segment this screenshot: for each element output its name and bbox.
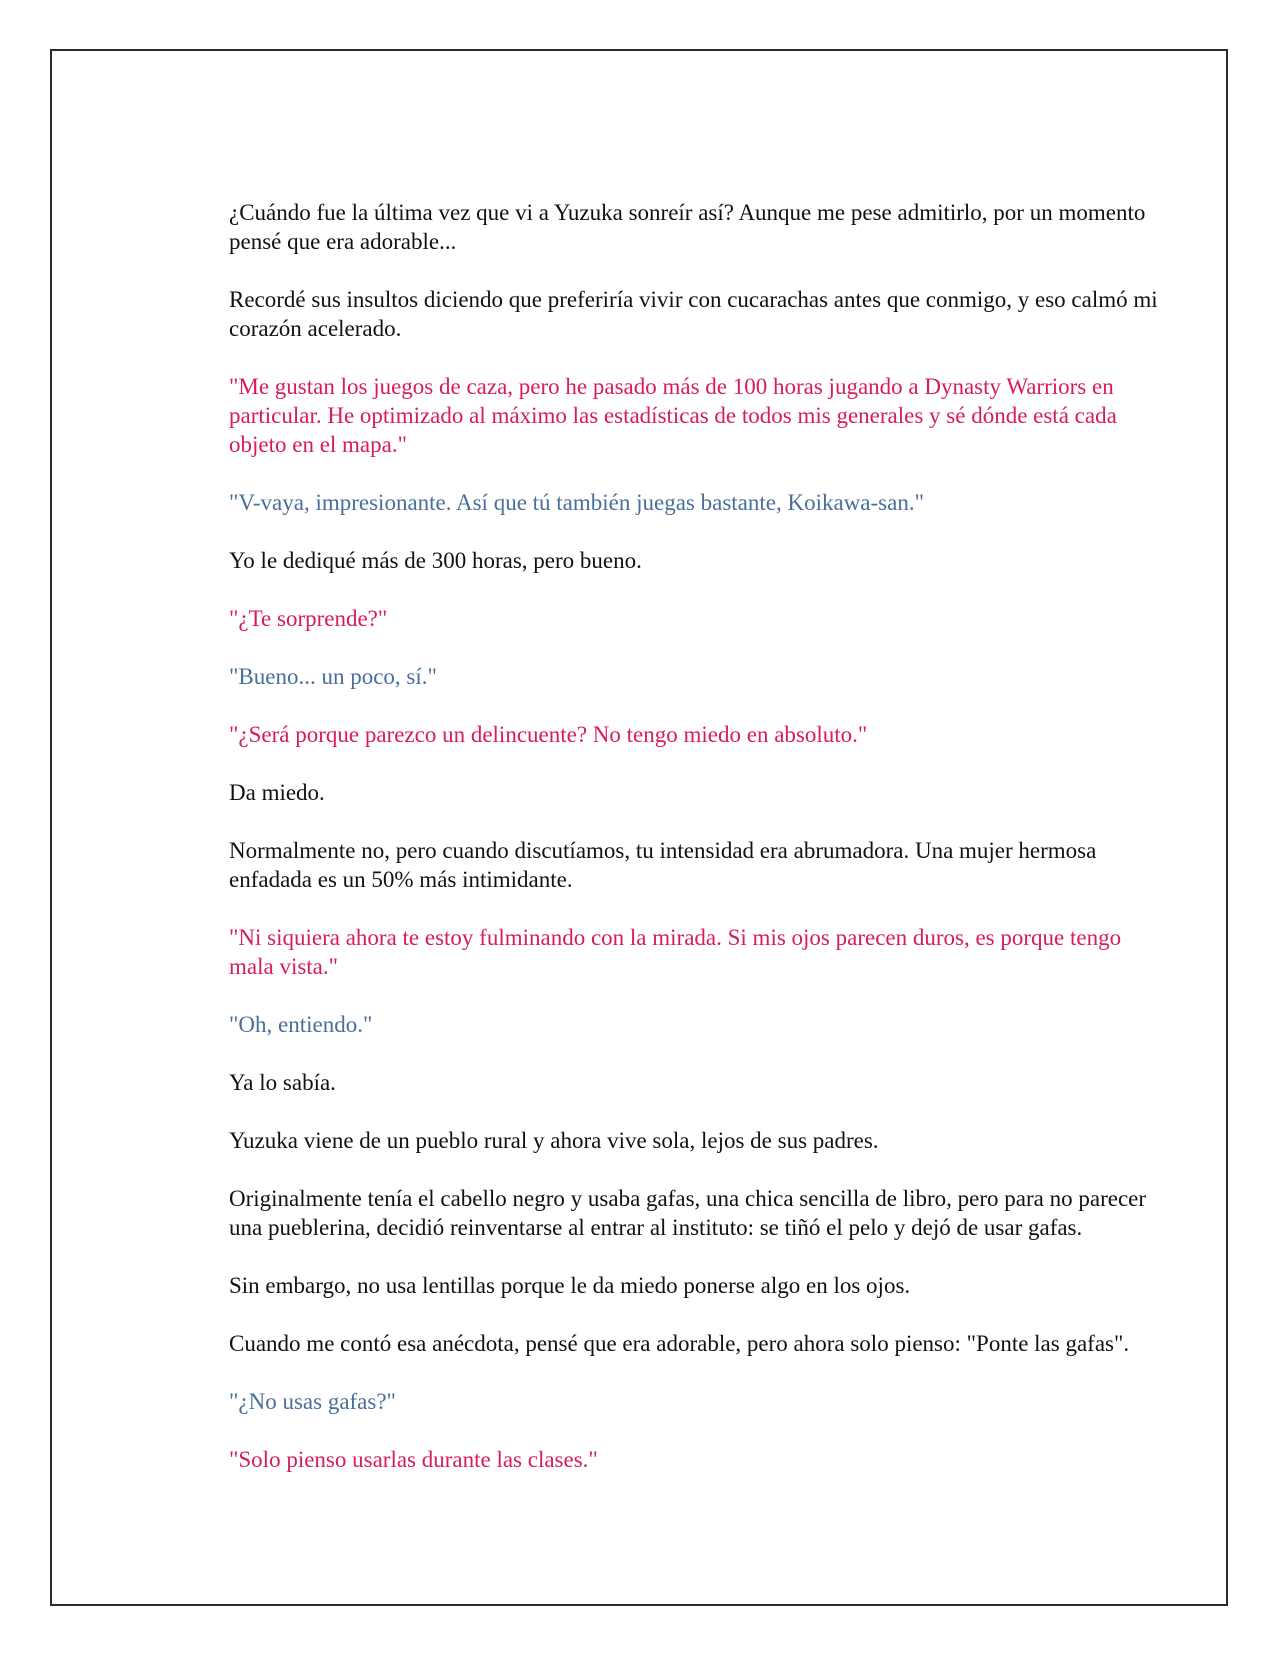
- dialogue-line-pink: "Solo pienso usarlas durante las clases.": [229, 1447, 598, 1472]
- paragraph-narration: Da miedo.: [229, 780, 325, 805]
- dialogue-line-blue: "V-vaya, impresionante. Así que tú también juegas bastante, Koikawa-san.": [229, 490, 924, 515]
- dialogue-line-pink: "¿Te sorprende?": [229, 606, 388, 631]
- dialogue-line-pink: "Ni siquiera ahora te estoy fulminando con la mirada. Si mis ojos parecen duros, es porque tengo mala vista.": [229, 925, 1122, 979]
- paragraph-narration: ¿Cuándo fue la última vez que vi a Yuzuka sonreír así? Aunque me pese admitirlo, por un momento pensé que era adorable...: [229, 200, 1146, 254]
- paragraph-narration: Ya lo sabía.: [229, 1070, 336, 1095]
- paragraph-narration: Normalmente no, pero cuando discutíamos, tu intensidad era abrumadora. Una mujer hermosa enfadada es un 50% más intimidante.: [229, 838, 1097, 892]
- document-body: [229, 198, 1159, 1503]
- dialogue-line-blue: "Bueno... un poco, sí.": [229, 664, 437, 689]
- paragraph-narration: Sin embargo, no usa lentillas porque le da miedo ponerse algo en los ojos.: [229, 1273, 911, 1298]
- dialogue-line-blue: "¿No usas gafas?": [229, 1389, 396, 1414]
- dialogue-line-blue: "Oh, entiendo.": [229, 1012, 373, 1037]
- document-page: [50, 49, 1228, 1606]
- paragraph-narration: Yo le dediqué más de 300 horas, pero bueno.: [229, 548, 642, 573]
- paragraph-narration: Originalmente tenía el cabello negro y usaba gafas, una chica sencilla de libro, pero para no parecer una pueblerina, decidió reinventarse al entrar al instituto: se tiñó el pelo y dejó de usar gafas.: [229, 1186, 1147, 1240]
- paragraph-narration: Yuzuka viene de un pueblo rural y ahora vive sola, lejos de sus padres.: [229, 1128, 879, 1153]
- dialogue-line-pink: "¿Será porque parezco un delincuente? No tengo miedo en absoluto.": [229, 722, 868, 747]
- paragraph-narration: Recordé sus insultos diciendo que preferiría vivir con cucarachas antes que conmigo, y eso calmó mi corazón acelerado.: [229, 287, 1158, 341]
- paragraph-narration: Cuando me contó esa anécdota, pensé que era adorable, pero ahora solo pienso: "Ponte las gafas".: [229, 1331, 1130, 1356]
- dialogue-line-pink: "Me gustan los juegos de caza, pero he pasado más de 100 horas jugando a Dynasty Warriors en particular. He optimizado al máximo las estadísticas de todos mis generales y sé dónde está cada objeto en el mapa.": [229, 374, 1117, 457]
